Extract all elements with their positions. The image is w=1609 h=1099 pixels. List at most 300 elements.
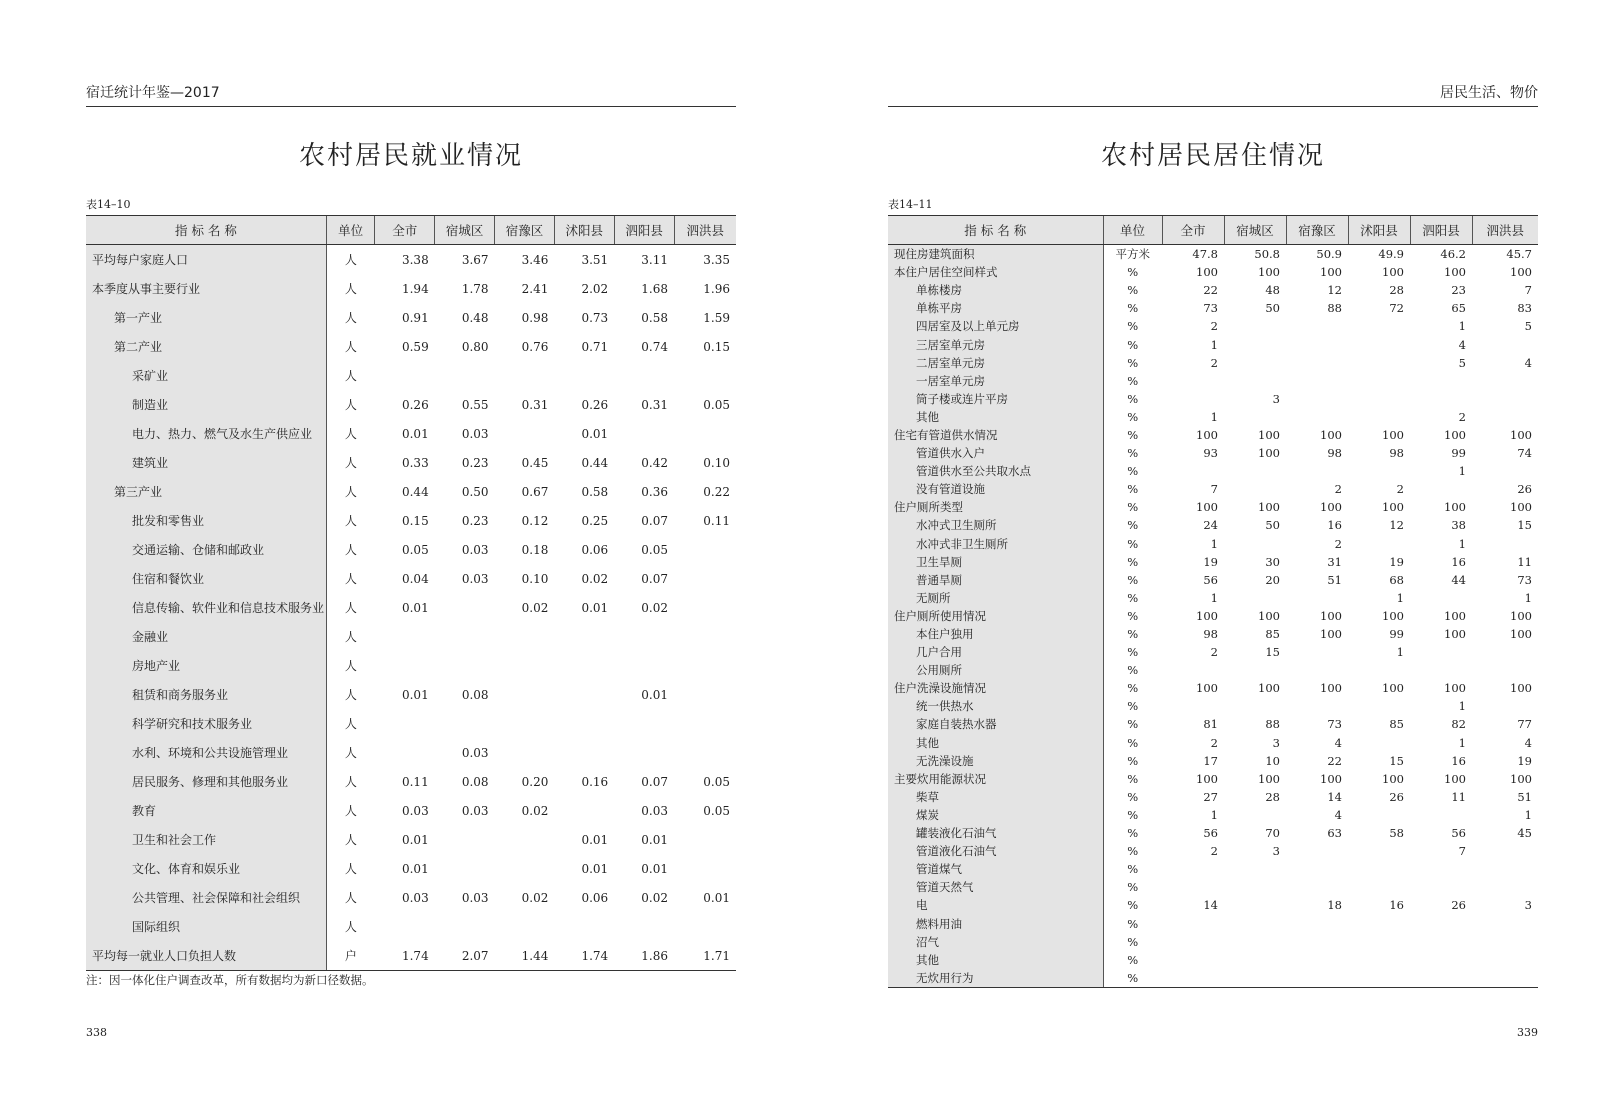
column-header: 指 标 名 称 — [86, 216, 326, 245]
value-cell: 100 — [1382, 427, 1404, 442]
indicator-name: 其他 — [888, 408, 1103, 426]
table-row — [86, 941, 736, 971]
value-cell — [1348, 933, 1410, 951]
value-cell: 14 — [1203, 898, 1218, 913]
value-cell: 16 — [1451, 753, 1466, 768]
table-row — [86, 651, 736, 680]
value-cell: 15 — [1265, 645, 1280, 660]
value-cell: 0.03 — [461, 745, 489, 760]
value-cell — [554, 622, 614, 651]
table-row — [86, 767, 736, 796]
value-cell: 22 — [1327, 753, 1342, 768]
value-cell: 3 — [1272, 391, 1280, 406]
indicator-name: 几户合用 — [888, 643, 1103, 661]
table-row — [86, 448, 736, 477]
value-cell: 0.11 — [703, 513, 730, 528]
unit-cell: % — [1127, 826, 1139, 841]
indicator-name: 柴草 — [888, 788, 1103, 806]
value-cell — [495, 361, 555, 390]
table-number: 表14–10 — [86, 198, 131, 211]
value-cell: 0.05 — [703, 774, 730, 789]
value-cell — [674, 651, 736, 680]
value-cell: 93 — [1203, 446, 1218, 461]
value-cell — [1410, 480, 1472, 498]
table-row — [888, 734, 1538, 752]
value-cell: 0.12 — [521, 513, 549, 528]
value-cell — [614, 419, 674, 448]
value-cell: 16 — [1327, 518, 1342, 533]
value-cell — [1162, 372, 1224, 390]
value-cell: 0.03 — [641, 803, 669, 818]
value-cell — [1224, 951, 1286, 969]
value-cell: 2.02 — [581, 281, 609, 296]
value-cell: 0.18 — [521, 542, 549, 557]
value-cell — [614, 738, 674, 767]
table-row — [888, 933, 1538, 951]
value-cell: 2 — [1334, 536, 1342, 551]
indicator-name: 本季度从事主要行业 — [86, 274, 326, 303]
value-cell: 1 — [1210, 807, 1218, 822]
value-cell: 22 — [1203, 283, 1218, 298]
value-cell — [1348, 462, 1410, 480]
value-cell: 45.7 — [1506, 247, 1532, 262]
unit-cell: 人 — [344, 862, 357, 876]
indicator-name: 住户洗澡设施情况 — [888, 679, 1103, 697]
value-cell: 0.05 — [401, 542, 429, 557]
value-cell: 3.67 — [461, 252, 489, 267]
table-row — [888, 788, 1538, 806]
value-cell — [1224, 896, 1286, 914]
unit-cell: % — [1127, 916, 1139, 931]
value-cell: 0.06 — [581, 890, 609, 905]
value-cell: 4 — [1458, 337, 1466, 352]
value-cell — [1410, 951, 1472, 969]
unit-cell: % — [1127, 482, 1139, 497]
indicator-name: 主要炊用能源状况 — [888, 770, 1103, 788]
page-title: 农村居民居住情况 — [1100, 141, 1325, 171]
employment-table — [86, 215, 736, 971]
value-cell: 3 — [1272, 735, 1280, 750]
value-cell — [1286, 933, 1348, 951]
unit-cell: 人 — [344, 891, 357, 905]
value-cell: 2 — [1458, 409, 1466, 424]
value-cell — [495, 738, 555, 767]
value-cell: 1 — [1396, 590, 1404, 605]
unit-cell: % — [1127, 681, 1139, 696]
value-cell: 73 — [1327, 717, 1342, 732]
value-cell — [674, 361, 736, 390]
table-row — [888, 281, 1538, 299]
value-cell: 1 — [1458, 735, 1466, 750]
value-cell: 0.80 — [461, 339, 489, 354]
value-cell: 7 — [1210, 482, 1218, 497]
value-cell: 63 — [1327, 826, 1342, 841]
value-cell — [435, 912, 495, 941]
indicator-name: 沼气 — [888, 933, 1103, 951]
value-cell — [1286, 661, 1348, 679]
indicator-name: 单栋楼房 — [888, 281, 1103, 299]
value-cell: 100 — [1258, 427, 1280, 442]
unit-cell: 人 — [344, 804, 357, 818]
value-cell: 16 — [1389, 898, 1404, 913]
value-cell — [1348, 914, 1410, 932]
value-cell: 0.02 — [521, 600, 549, 615]
value-cell: 0.01 — [581, 861, 609, 876]
value-cell: 0.02 — [521, 803, 549, 818]
value-cell: 0.31 — [641, 397, 669, 412]
value-cell — [1224, 408, 1286, 426]
value-cell — [1162, 697, 1224, 715]
value-cell — [1162, 462, 1224, 480]
indicator-name: 住宅有管道供水情况 — [888, 426, 1103, 444]
value-cell — [614, 709, 674, 738]
value-cell — [1348, 408, 1410, 426]
value-cell — [674, 535, 736, 564]
value-cell: 2 — [1210, 844, 1218, 859]
table-row — [888, 679, 1538, 697]
indicator-name: 住户厕所使用情况 — [888, 607, 1103, 625]
value-cell — [554, 912, 614, 941]
value-cell: 0.11 — [401, 774, 429, 789]
value-cell: 1.74 — [375, 941, 435, 971]
value-cell: 100 — [1196, 427, 1218, 442]
value-cell — [1224, 914, 1286, 932]
value-cell — [1410, 643, 1472, 661]
value-cell: 0.45 — [521, 455, 549, 470]
column-header: 单位 — [326, 216, 374, 245]
table-header-row — [888, 216, 1538, 245]
value-cell: 14 — [1327, 789, 1342, 804]
unit-cell: % — [1127, 898, 1139, 913]
unit-cell: 人 — [344, 688, 357, 702]
value-cell: 100 — [1382, 500, 1404, 515]
value-cell: 100 — [1196, 500, 1218, 515]
value-cell: 88 — [1327, 301, 1342, 316]
value-cell — [1348, 372, 1410, 390]
table-row — [888, 317, 1538, 335]
unit-cell: 人 — [344, 630, 357, 644]
value-cell: 51 — [1327, 572, 1342, 587]
unit-cell: % — [1127, 952, 1139, 967]
indicator-name: 国际组织 — [86, 912, 326, 941]
value-cell — [674, 738, 736, 767]
unit-cell: % — [1127, 319, 1139, 334]
table-row — [888, 715, 1538, 733]
value-cell — [1472, 335, 1538, 353]
value-cell — [1348, 969, 1410, 988]
value-cell: 100 — [1444, 627, 1466, 642]
table-row — [888, 390, 1538, 408]
table-note: 注：因一体化住户调查改革，所有数据均为新口径数据。 — [86, 973, 374, 987]
table-header-row — [86, 216, 736, 245]
unit-cell: % — [1127, 844, 1139, 859]
table-row — [888, 426, 1538, 444]
value-cell — [1286, 951, 1348, 969]
value-cell — [1286, 969, 1348, 988]
value-cell — [495, 419, 555, 448]
value-cell: 100 — [1510, 500, 1532, 515]
unit-cell: % — [1127, 391, 1139, 406]
value-cell — [1410, 860, 1472, 878]
value-cell — [1472, 860, 1538, 878]
value-cell — [1286, 914, 1348, 932]
value-cell — [1224, 372, 1286, 390]
value-cell — [495, 622, 555, 651]
value-cell — [1286, 842, 1348, 860]
unit-cell: 人 — [344, 398, 357, 412]
value-cell: 0.02 — [641, 600, 669, 615]
indicator-name: 管道液化石油气 — [888, 842, 1103, 860]
unit-cell: % — [1127, 572, 1139, 587]
value-cell — [1410, 390, 1472, 408]
value-cell — [1162, 914, 1224, 932]
value-cell: 12 — [1327, 283, 1342, 298]
unit-cell: % — [1127, 753, 1139, 768]
value-cell: 0.08 — [461, 774, 489, 789]
value-cell: 5 — [1524, 319, 1532, 334]
table-row — [86, 303, 736, 332]
table-row — [86, 361, 736, 390]
value-cell: 17 — [1203, 753, 1218, 768]
value-cell: 31 — [1327, 554, 1342, 569]
value-cell — [1410, 878, 1472, 896]
unit-cell: 人 — [344, 340, 357, 354]
unit-cell: % — [1127, 446, 1139, 461]
value-cell: 3.46 — [521, 252, 549, 267]
value-cell — [1286, 335, 1348, 353]
value-cell — [1224, 969, 1286, 988]
value-cell: 16 — [1451, 554, 1466, 569]
value-cell — [1224, 480, 1286, 498]
unit-cell: 人 — [344, 775, 357, 789]
value-cell: 0.58 — [641, 310, 669, 325]
value-cell: 100 — [1382, 681, 1404, 696]
value-cell: 73 — [1203, 301, 1218, 316]
value-cell: 0.04 — [401, 571, 429, 586]
value-cell: 0.10 — [521, 571, 549, 586]
table-row — [86, 564, 736, 593]
value-cell: 0.91 — [401, 310, 429, 325]
value-cell — [1162, 969, 1224, 988]
table-row — [86, 912, 736, 941]
indicator-name: 第一产业 — [86, 303, 326, 332]
indicator-name: 平均每一就业人口负担人数 — [86, 941, 326, 971]
value-cell: 1.71 — [674, 941, 736, 971]
value-cell: 1 — [1396, 645, 1404, 660]
housing-table — [888, 215, 1538, 988]
value-cell: 0.26 — [581, 397, 609, 412]
value-cell — [1162, 860, 1224, 878]
indicator-name: 交通运输、仓储和邮政业 — [86, 535, 326, 564]
value-cell — [1348, 734, 1410, 752]
value-cell: 50 — [1265, 518, 1280, 533]
value-cell — [1472, 697, 1538, 715]
value-cell — [1224, 697, 1286, 715]
value-cell — [435, 854, 495, 883]
value-cell — [1472, 372, 1538, 390]
value-cell — [674, 825, 736, 854]
indicator-name: 教育 — [86, 796, 326, 825]
value-cell: 0.55 — [461, 397, 489, 412]
value-cell — [614, 912, 674, 941]
table-row — [888, 806, 1538, 824]
value-cell — [375, 912, 435, 941]
value-cell — [554, 651, 614, 680]
unit-cell: 人 — [344, 920, 357, 934]
value-cell: 100 — [1510, 681, 1532, 696]
table-row — [888, 354, 1538, 372]
value-cell: 51 — [1517, 789, 1532, 804]
value-cell — [1224, 462, 1286, 480]
value-cell: 1.68 — [641, 281, 669, 296]
value-cell: 15 — [1389, 753, 1404, 768]
value-cell: 0.05 — [641, 542, 669, 557]
value-cell — [674, 680, 736, 709]
value-cell — [1472, 390, 1538, 408]
value-cell — [674, 622, 736, 651]
value-cell: 4 — [1334, 807, 1342, 822]
value-cell: 0.01 — [703, 890, 730, 905]
value-cell — [1472, 643, 1538, 661]
value-cell — [1162, 390, 1224, 408]
unit-cell: % — [1127, 627, 1139, 642]
value-cell — [674, 593, 736, 622]
value-cell: 100 — [1444, 681, 1466, 696]
table-row — [86, 738, 736, 767]
table-row — [86, 245, 736, 275]
table-row — [888, 498, 1538, 516]
indicator-name: 信息传输、软件业和信息技术服务业 — [86, 593, 326, 622]
value-cell: 0.07 — [641, 571, 669, 586]
value-cell: 19 — [1203, 554, 1218, 569]
unit-cell: 人 — [344, 282, 357, 296]
value-cell — [495, 854, 555, 883]
value-cell: 4 — [1524, 735, 1532, 750]
indicator-name: 平均每户家庭人口 — [86, 245, 326, 275]
table-row — [888, 516, 1538, 534]
value-cell — [1224, 354, 1286, 372]
value-cell — [614, 622, 674, 651]
value-cell: 0.01 — [581, 832, 609, 847]
value-cell: 18 — [1327, 898, 1342, 913]
unit-cell: 户 — [326, 941, 374, 971]
table-row — [86, 535, 736, 564]
value-cell — [375, 738, 435, 767]
value-cell — [1224, 535, 1286, 553]
value-cell: 100 — [1444, 265, 1466, 280]
value-cell: 100 — [1510, 265, 1532, 280]
indicator-name: 燃料用油 — [888, 914, 1103, 932]
column-header: 沭阳县 — [1348, 216, 1410, 245]
table-row — [86, 825, 736, 854]
value-cell: 38 — [1451, 518, 1466, 533]
value-cell: 98 — [1389, 446, 1404, 461]
value-cell: 2 — [1210, 355, 1218, 370]
value-cell: 50 — [1265, 301, 1280, 316]
value-cell — [1286, 390, 1348, 408]
indicator-name: 批发和零售业 — [86, 506, 326, 535]
value-cell — [674, 709, 736, 738]
value-cell — [614, 651, 674, 680]
value-cell — [1286, 697, 1348, 715]
table-row — [888, 245, 1538, 264]
value-cell — [554, 709, 614, 738]
indicator-name: 统一供热水 — [888, 697, 1103, 715]
unit-cell: 人 — [344, 659, 357, 673]
value-cell — [1472, 408, 1538, 426]
value-cell — [674, 854, 736, 883]
unit-cell: 平方米 — [1115, 247, 1150, 262]
value-cell: 100 — [1320, 627, 1342, 642]
indicator-name: 卫生旱厕 — [888, 553, 1103, 571]
value-cell: 100 — [1382, 608, 1404, 623]
unit-cell: % — [1127, 735, 1139, 750]
value-cell: 100 — [1320, 608, 1342, 623]
table-row — [888, 824, 1538, 842]
value-cell: 26 — [1389, 789, 1404, 804]
value-cell: 1.44 — [495, 941, 555, 971]
value-cell — [1472, 842, 1538, 860]
value-cell: 1 — [1210, 590, 1218, 605]
value-cell: 0.33 — [401, 455, 429, 470]
value-cell: 20 — [1265, 572, 1280, 587]
value-cell: 100 — [1510, 608, 1532, 623]
value-cell: 0.03 — [401, 890, 429, 905]
value-cell: 28 — [1265, 789, 1280, 804]
value-cell: 1.74 — [554, 941, 614, 971]
value-cell: 1 — [1210, 337, 1218, 352]
unit-cell: % — [1127, 373, 1139, 388]
value-cell: 24 — [1203, 518, 1218, 533]
table-row — [86, 274, 736, 303]
unit-cell: % — [1127, 807, 1139, 822]
value-cell: 83 — [1517, 301, 1532, 316]
value-cell — [435, 622, 495, 651]
indicator-name: 水冲式卫生厕所 — [888, 516, 1103, 534]
column-header: 宿城区 — [1224, 216, 1286, 245]
indicator-name: 管道煤气 — [888, 860, 1103, 878]
indicator-name: 水利、环境和公共设施管理业 — [86, 738, 326, 767]
value-cell: 0.10 — [703, 455, 730, 470]
value-cell — [1472, 951, 1538, 969]
unit-cell: % — [1127, 500, 1139, 515]
unit-cell: % — [1127, 699, 1139, 714]
value-cell — [375, 651, 435, 680]
value-cell: 0.23 — [461, 513, 489, 528]
value-cell: 0.36 — [641, 484, 669, 499]
value-cell: 58 — [1389, 826, 1404, 841]
table-row — [888, 553, 1538, 571]
table-row — [888, 752, 1538, 770]
value-cell: 0.74 — [641, 339, 669, 354]
table-row — [86, 883, 736, 912]
value-cell: 11 — [1451, 789, 1466, 804]
value-cell: 0.25 — [581, 513, 609, 528]
unit-cell: % — [1127, 771, 1139, 786]
table-row — [86, 709, 736, 738]
value-cell — [1348, 335, 1410, 353]
value-cell: 45 — [1517, 826, 1532, 841]
value-cell: 0.42 — [641, 455, 669, 470]
value-cell: 0.15 — [401, 513, 429, 528]
value-cell: 100 — [1320, 681, 1342, 696]
value-cell — [495, 709, 555, 738]
value-cell: 0.03 — [461, 890, 489, 905]
indicator-name: 文化、体育和娱乐业 — [86, 854, 326, 883]
value-cell: 100 — [1320, 427, 1342, 442]
value-cell — [435, 709, 495, 738]
value-cell: 0.01 — [641, 687, 669, 702]
